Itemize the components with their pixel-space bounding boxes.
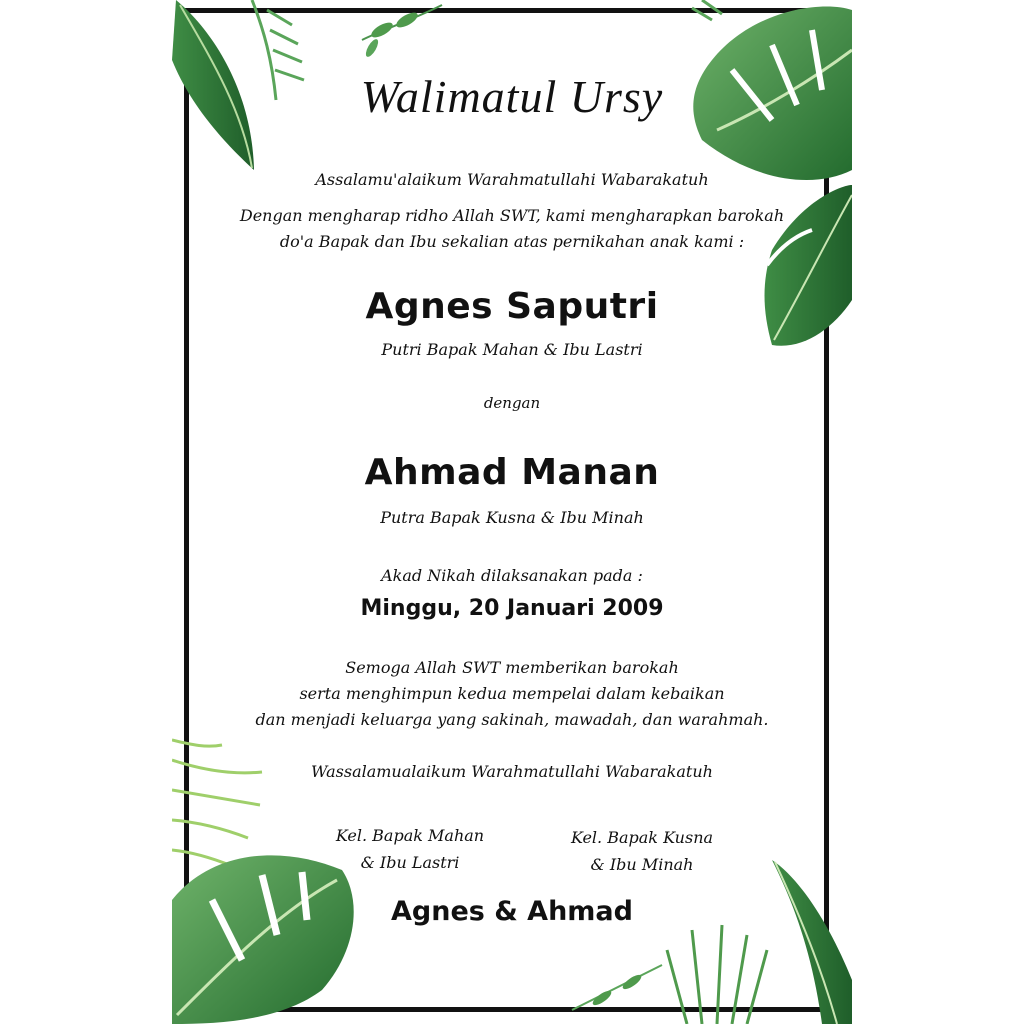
groom-name: Ahmad Manan bbox=[364, 452, 660, 493]
family-right bbox=[532, 824, 752, 878]
groom-parents: Putra Bapak Kusna & Ibu Minah bbox=[380, 508, 644, 527]
couple-names: Agnes & Ahmad bbox=[391, 896, 633, 927]
family-left-line-2: & Ibu Lastri bbox=[360, 853, 460, 872]
invitation-title: Walimatul Ursy bbox=[360, 71, 664, 122]
prayer-line-1: Semoga Allah SWT memberikan barokah bbox=[345, 658, 679, 677]
family-right-line-1: Kel. Bapak Kusna bbox=[570, 828, 714, 847]
family-right-line-2: & Ibu Minah bbox=[590, 855, 694, 874]
bride-parents: Putri Bapak Mahan & Ibu Lastri bbox=[381, 340, 643, 359]
bride-name: Agnes Saputri bbox=[365, 286, 659, 327]
invitation-card bbox=[172, 0, 852, 1024]
bottom-left-leaves-icon bbox=[172, 740, 354, 1024]
greeting: Assalamu'alaikum Warahmatullahi Wabarakatuh bbox=[315, 170, 709, 189]
prayer-line-3: dan menjadi keluarga yang sakinah, mawadah, dan warahmah. bbox=[255, 710, 769, 729]
akad-intro: Akad Nikah dilaksanakan pada : bbox=[381, 566, 643, 585]
family-left-line-1: Kel. Bapak Mahan bbox=[335, 826, 485, 845]
intro-line-2: do'a Bapak dan Ibu sekalian atas pernikahan anak kami : bbox=[279, 232, 745, 251]
bottom-right-leaves-icon bbox=[572, 860, 852, 1024]
prayer-line-2: serta menghimpun kedua mempelai dalam kebaikan bbox=[299, 684, 725, 703]
connector-text: dengan bbox=[483, 394, 541, 412]
family-left bbox=[300, 822, 520, 876]
closing: Wassalamualaikum Warahmatullahi Wabarakatuh bbox=[311, 762, 713, 781]
intro-line-1: Dengan mengharap ridho Allah SWT, kami mengharapkan barokah bbox=[239, 206, 785, 225]
akad-date: Minggu, 20 Januari 2009 bbox=[360, 596, 664, 621]
